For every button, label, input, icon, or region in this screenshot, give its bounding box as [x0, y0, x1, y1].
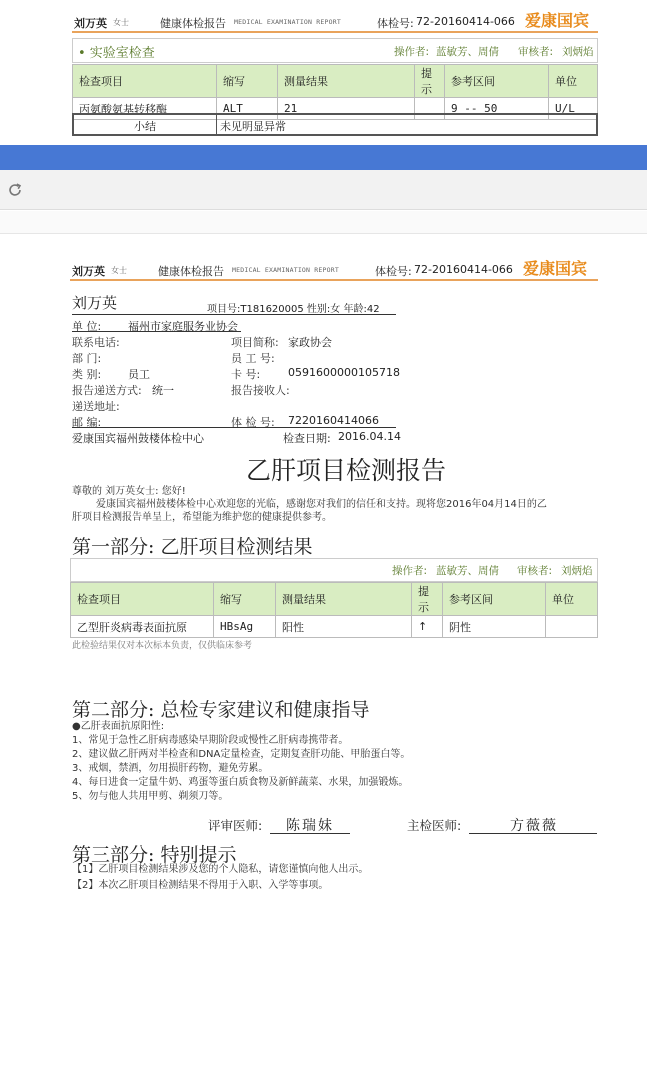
cell-hint: ↑ [412, 616, 443, 638]
summary-label: 小结 [134, 120, 156, 133]
table-header-row [71, 583, 598, 616]
project-abbr-label: 项目简称: [231, 336, 279, 349]
postcode-label: 邮 编: [72, 416, 102, 429]
col-header: 单位 [546, 583, 598, 616]
profile-name: 刘万英 [72, 294, 118, 312]
card-value: 0591600000105718 [288, 366, 400, 379]
cell-abbr: HBsAg [214, 616, 276, 638]
col-header: 单位 [549, 65, 598, 98]
operator-label: 操作者: [394, 46, 430, 58]
browser-toolbar [0, 170, 647, 210]
exam-no: 72-20160414-066 [414, 263, 513, 276]
category-label: 类 别: [72, 368, 102, 381]
col-header: 参考区间 [443, 583, 546, 616]
card-label: 卡 号: [231, 368, 261, 381]
cell-unit [546, 616, 598, 638]
list-item: 【2】本次乙肝项目检测结果不得用于入职、入学等事项。 [72, 880, 329, 891]
delivery-value: 统一 [152, 384, 174, 397]
dept-label: 部 门: [72, 352, 102, 365]
reviewer-signature-line [270, 833, 350, 834]
list-item: 【1】乙肝项目检测结果涉及您的个人隐私，请您谨慎向他人出示。 [72, 864, 369, 875]
summary-divider [216, 115, 217, 134]
operator-label: 操作者: [392, 565, 428, 577]
summary-text: 未见明显异常 [220, 120, 286, 133]
exam-date-label: 检查日期: [283, 432, 331, 445]
operator: 蓝敏芳、周倩 [436, 46, 499, 58]
col-header: 测量结果 [278, 65, 415, 98]
unit-underline [72, 331, 241, 332]
cell-item: 丙氨酸氨基转移酶 [73, 98, 217, 120]
part2-heading: ●乙肝表面抗原阳性: [72, 721, 165, 732]
col-header: 测量结果 [276, 583, 412, 616]
lab-table [72, 64, 598, 120]
part1-table [70, 582, 598, 638]
header-divider [72, 31, 598, 33]
report-title: 健康体检报告 [160, 17, 226, 30]
reviewer-doctor-label: 评审医师: [208, 818, 263, 833]
part2-title: 第二部分: 总检专家建议和健康指导 [72, 699, 370, 721]
cell-result: 21 [278, 98, 415, 120]
exam-no: 72-20160414-066 [416, 15, 515, 28]
table-row [71, 616, 598, 638]
col-header: 提示 [415, 65, 445, 98]
cell-range: 9 -- 50 [445, 98, 549, 120]
exam-date-value: 2016.04.14 [338, 430, 401, 443]
cell-item: 乙型肝炎病毒表面抗原 [71, 616, 214, 638]
lab-title: • 实验室检查 [78, 46, 155, 61]
part3-notes [72, 863, 602, 893]
part1-meta-bar [70, 558, 598, 582]
phone-label: 联系电话: [72, 336, 120, 349]
chief-doctor-label: 主检医师: [407, 818, 462, 833]
table-header-row [73, 65, 598, 98]
col-header: 缩写 [217, 65, 278, 98]
part3-title: 第三部分: 特别提示 [72, 844, 237, 866]
summary-box [72, 113, 598, 136]
patient-name: 刘万英 [72, 265, 105, 278]
part1-note: 此检验结果仅对本次标本负责，仅供临床参考 [72, 641, 253, 651]
project-abbr-value: 家政协会 [288, 336, 332, 349]
intro-line-2: 肝项目检测报告单呈上，希望能为维护您的健康提供参考。 [72, 512, 332, 523]
part2-advice [72, 720, 602, 804]
center-name: 爱康国宾福州鼓楼体检中心 [72, 432, 204, 445]
operator: 蓝敏芳、周倩 [436, 565, 499, 577]
profile-underline [72, 314, 396, 315]
col-header: 检查项目 [73, 65, 217, 98]
list-item: 5、勿与他人共用甲剪、剃须刀等。 [72, 791, 229, 802]
reviewer-doctor-signature: 陈瑞妹 [286, 818, 334, 834]
reviewer-label: 审核者: [518, 46, 554, 58]
category-value: 员工 [128, 368, 150, 381]
honorific: 女士 [113, 18, 129, 27]
report-title-en: MEDICAL EXAMINATION REPORT [232, 266, 339, 274]
exam-id-label: 体 检 号: [231, 416, 275, 429]
patient-name: 刘万英 [74, 17, 107, 30]
intro-line-1: 爱康国宾福州鼓楼体检中心欢迎您的光临，感谢您对我们的信任和支持。现将您2016年04月14日的乙 [96, 499, 547, 510]
exam-no-label: 体检号: [377, 17, 414, 30]
cell-unit: U/L [549, 98, 598, 120]
greeting: 尊敬的 刘万英女士: 您好! [72, 486, 186, 497]
cell-abbr: ALT [217, 98, 278, 120]
report-title: 健康体检报告 [158, 265, 224, 278]
header-divider [70, 279, 598, 281]
part1-title: 第一部分: 乙肝项目检测结果 [72, 536, 313, 558]
delivery-label: 报告递送方式: [72, 384, 142, 397]
exam-no-label: 体检号: [375, 265, 412, 278]
cell-range: 阴性 [443, 616, 546, 638]
reviewer: 刘炳焰 [562, 46, 594, 58]
chief-signature-line [469, 833, 597, 834]
unit-value: 福州市家庭服务业协会 [128, 320, 238, 333]
col-header: 提示 [412, 583, 443, 616]
brand-logo: 爱康国宾 [525, 11, 590, 30]
emp-no-label: 员 工 号: [231, 352, 275, 365]
list-item: 2、建议做乙肝两对半检查和DNA定量检查，定期复查肝功能、甲胎蛋白等。 [72, 749, 411, 760]
cell-result: 阳性 [276, 616, 412, 638]
address-label: 递送地址: [72, 400, 120, 413]
honorific: 女士 [111, 266, 127, 275]
list-item: 4、每日进食一定量牛奶、鸡蛋等蛋白质食物及新鲜蔬菜、水果，加强锻炼。 [72, 777, 409, 788]
list-item: 1、常见于急性乙肝病毒感染早期阶段或慢性乙肝病毒携带者。 [72, 735, 349, 746]
receiver-label: 报告接收人: [231, 384, 290, 397]
chief-doctor-signature: 方薇薇 [510, 818, 558, 834]
browser-top-bar [0, 145, 647, 170]
reviewer: 刘炳焰 [561, 565, 593, 577]
col-header: 参考区间 [445, 65, 549, 98]
refresh-icon[interactable] [6, 181, 24, 203]
list-item: 3、戒烟，禁酒，勿用损肝药物，避免劳累。 [72, 763, 269, 774]
unit-label: 单 位: [72, 320, 102, 333]
main-title: 乙肝项目检测报告 [246, 456, 447, 485]
reviewer-label: 审核者: [517, 565, 553, 577]
profile-project-line: 项目号:T181620005 性别:女 年龄:42 [207, 304, 380, 315]
brand-logo: 爱康国宾 [523, 259, 588, 278]
col-header: 缩写 [214, 583, 276, 616]
exam-id-value: 7220160414066 [288, 414, 379, 427]
report-title-en: MEDICAL EXAMINATION REPORT [234, 18, 341, 26]
browser-gap [0, 211, 647, 234]
col-header: 检查项目 [71, 583, 214, 616]
